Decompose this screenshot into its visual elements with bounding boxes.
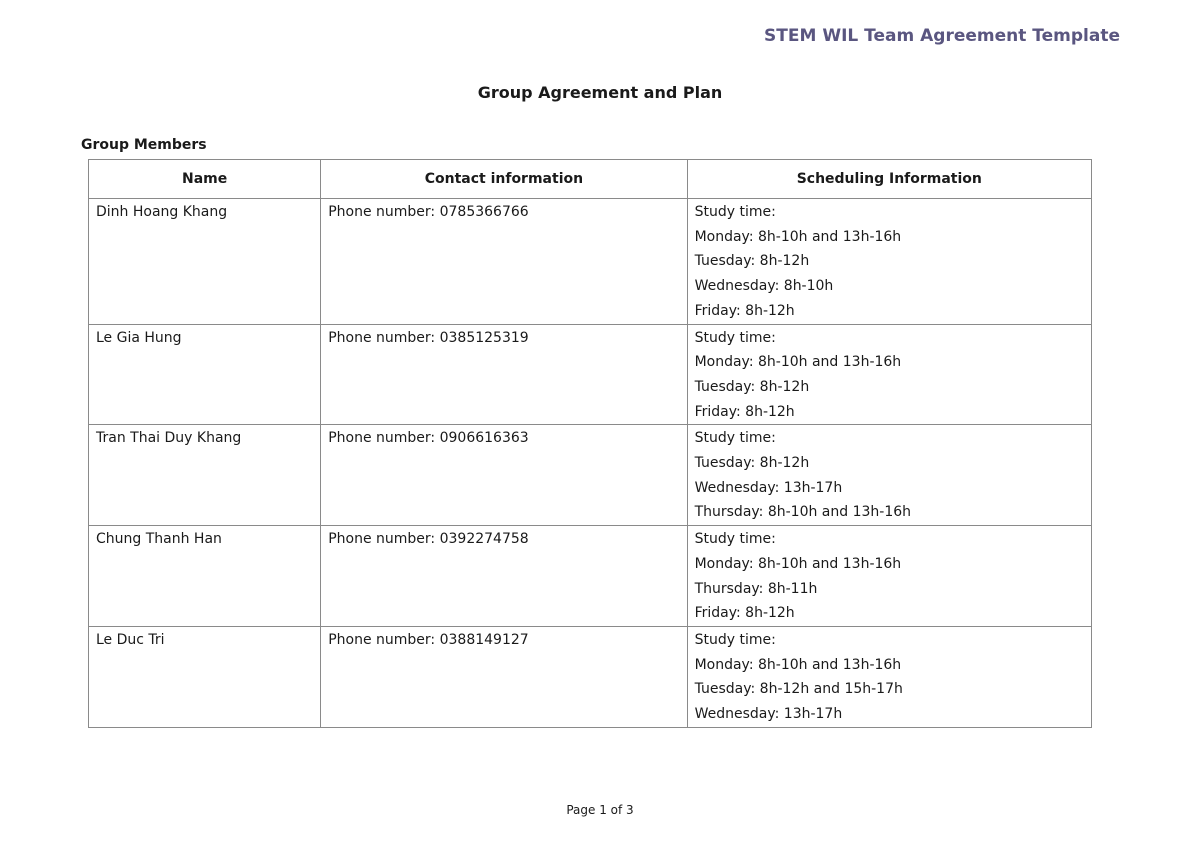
member-schedule-cell xyxy=(687,626,1091,727)
table-row xyxy=(89,425,1092,526)
member-name-cell: Tran Thai Duy Khang xyxy=(89,425,321,526)
schedule-line: Tuesday: 8h-12h and 15h-17h xyxy=(694,681,903,698)
schedule-line: Study time: xyxy=(694,430,776,447)
member-contact-cell: Phone number: 0785366766 xyxy=(321,199,687,325)
page-number-footer: Page 1 of 3 xyxy=(566,803,634,817)
member-schedule-cell xyxy=(687,425,1091,526)
table-row xyxy=(89,324,1092,425)
table-row xyxy=(89,199,1092,325)
schedule-line: Wednesday: 13h-17h xyxy=(694,479,843,496)
schedule-line: Study time: xyxy=(694,631,776,648)
schedule-line: Wednesday: 13h-17h xyxy=(694,706,843,723)
section-heading-group-members: Group Members xyxy=(81,137,207,153)
schedule-line: Thursday: 8h-10h and 13h-16h xyxy=(694,504,912,521)
column-header-name: Name xyxy=(89,160,321,199)
schedule-line: Tuesday: 8h-12h xyxy=(694,455,810,472)
member-contact-cell: Phone number: 0385125319 xyxy=(321,324,687,425)
member-contact-cell: Phone number: 0392274758 xyxy=(321,526,687,627)
table-row xyxy=(89,526,1092,627)
member-contact-cell: Phone number: 0906616363 xyxy=(321,425,687,526)
table-row xyxy=(89,626,1092,727)
schedule-line: Tuesday: 8h-12h xyxy=(694,253,810,270)
schedule-line: Friday: 8h-12h xyxy=(694,403,795,420)
schedule-line: Friday: 8h-12h xyxy=(694,302,795,319)
member-name-cell: Le Gia Hung xyxy=(89,324,321,425)
schedule-line: Monday: 8h-10h and 13h-16h xyxy=(694,555,902,572)
schedule-line: Study time: xyxy=(694,531,776,548)
document-title: Group Agreement and Plan xyxy=(477,83,723,102)
schedule-line: Monday: 8h-10h and 13h-16h xyxy=(694,354,902,371)
member-schedule-cell xyxy=(687,526,1091,627)
schedule-line: Wednesday: 8h-10h xyxy=(694,278,834,295)
schedule-line: Monday: 8h-10h and 13h-16h xyxy=(694,656,902,673)
schedule-line: Thursday: 8h-11h xyxy=(694,580,818,597)
schedule-line: Study time: xyxy=(694,329,776,346)
member-schedule-cell xyxy=(687,324,1091,425)
schedule-line: Friday: 8h-12h xyxy=(694,605,795,622)
schedule-line: Monday: 8h-10h and 13h-16h xyxy=(694,228,902,245)
group-members-table xyxy=(88,159,1092,728)
schedule-line: Study time: xyxy=(694,204,776,220)
column-header-contact: Contact information xyxy=(321,160,687,199)
member-schedule-cell xyxy=(687,199,1091,325)
member-name-cell: Dinh Hoang Khang xyxy=(89,199,321,325)
column-header-scheduling: Scheduling Information xyxy=(687,160,1091,199)
schedule-line: Tuesday: 8h-12h xyxy=(694,378,810,395)
member-name-cell: Le Duc Tri xyxy=(89,626,321,727)
template-header-title: STEM WIL Team Agreement Template xyxy=(764,26,1120,46)
member-contact-cell: Phone number: 0388149127 xyxy=(321,626,687,727)
table-header-row xyxy=(89,160,1092,199)
member-name-cell: Chung Thanh Han xyxy=(89,526,321,627)
